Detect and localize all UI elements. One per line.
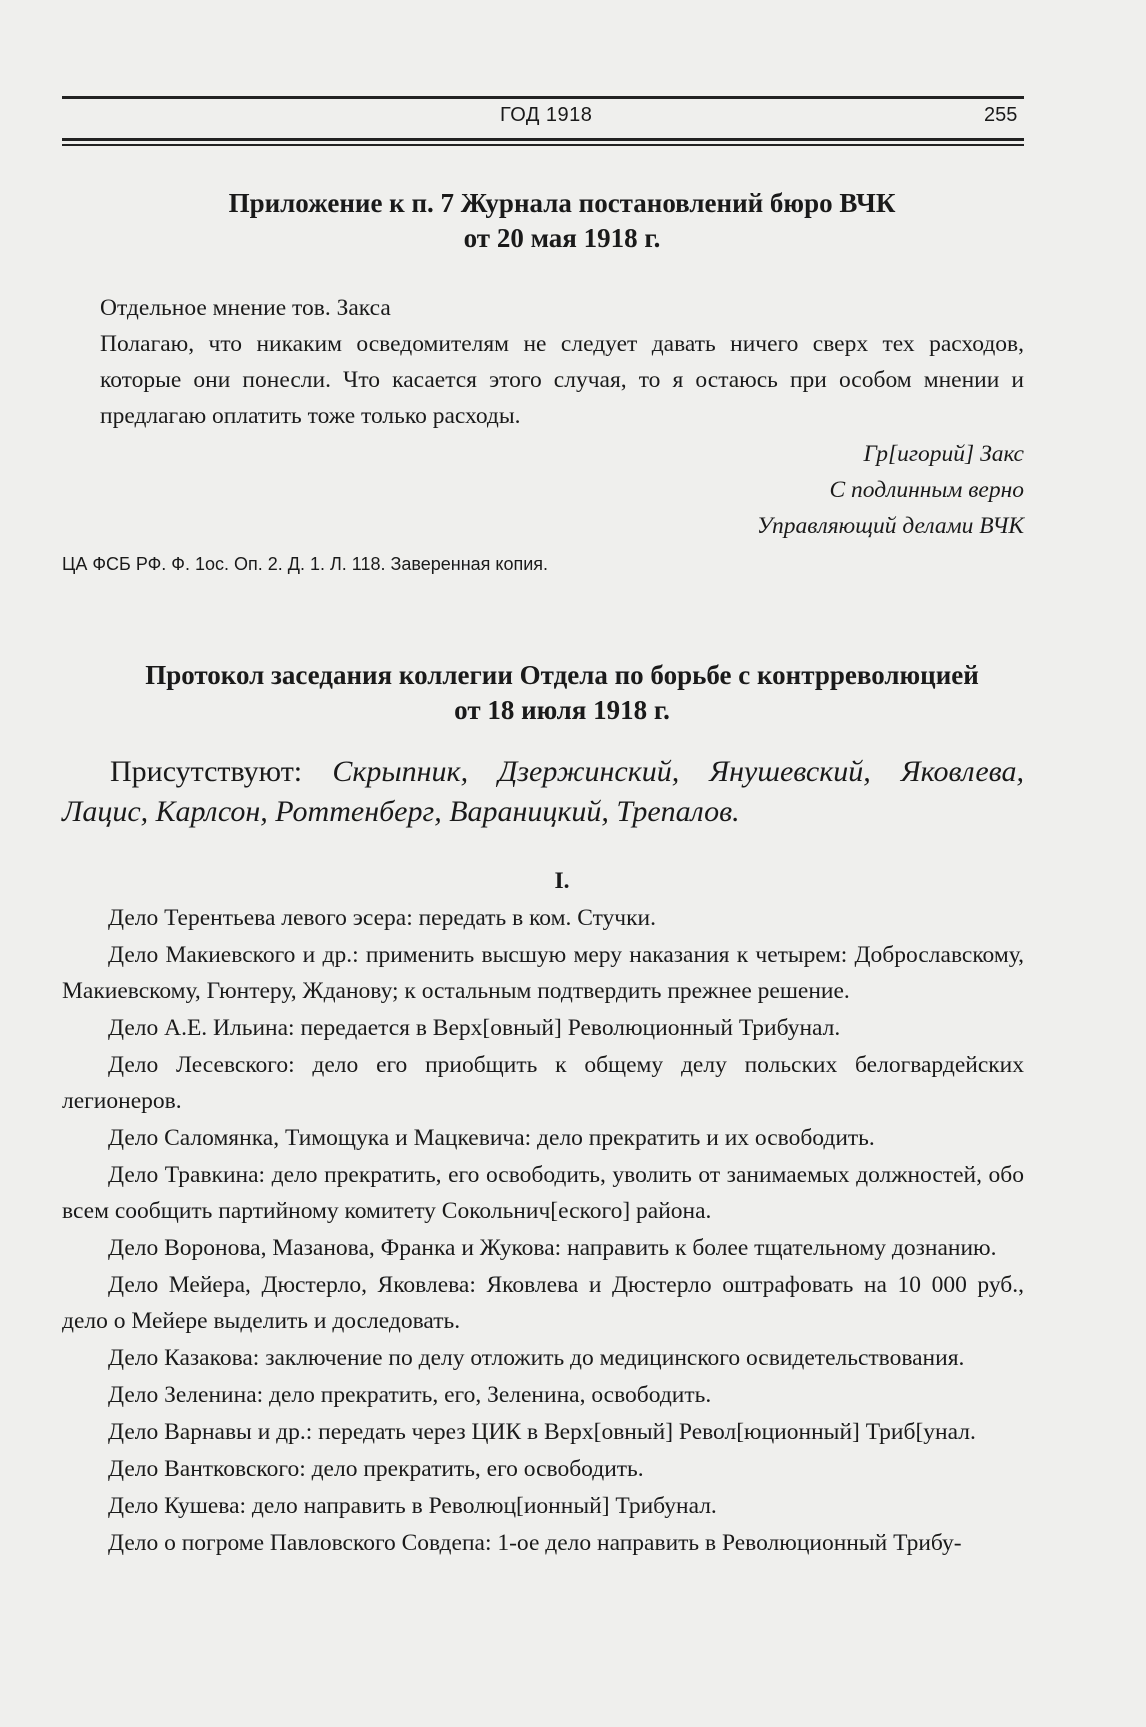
case-item: Дело Казакова: заключение по делу отложить до медицинского освидетельствования.: [108, 1345, 965, 1371]
protocol-heading-block: [100, 658, 1024, 728]
source-citation: ЦА ФСБ РФ. Ф. 1ос. Оп. 2. Д. 1. Л. 118. Заверенная копия.: [62, 554, 549, 574]
protocol-heading: Протокол заседания коллегии Отдела по борьбе с контрреволюцией: [145, 660, 979, 690]
header-rule-double: [62, 138, 1024, 141]
opinion-text: Полагаю, что никаким осведомителям не следует давать ничего сверх тех расходов, которые они понесли. Что касается этого случая, то я остаюсь при особом мнении и предлагаю оплатить тоже только расходы.: [100, 331, 1024, 429]
case-item: Дело Мейера, Дюстерло, Яковлева: Яковлева и Дюстерло оштрафовать на 10 000 руб., дело о Мейере выделить и доследовать.: [62, 1272, 1024, 1334]
case-item: Дело Варнавы и др.: передать через ЦИК в Верх[овный] Револ[юционный] Триб[унал.: [108, 1419, 976, 1445]
case-item: Дело Вантковского: дело прекратить, его освободить.: [108, 1456, 644, 1482]
case-item: Дело А.Е. Ильина: передается в Верх[овный] Революционный Трибунал.: [108, 1015, 841, 1041]
attendees-block: [62, 752, 1024, 832]
protocol-heading-date: от 18 июля 1918 г.: [454, 695, 670, 725]
archive-source: [62, 554, 986, 575]
case-item: Дело Зеленина: дело прекратить, его, Зеленина, освободить.: [108, 1382, 712, 1408]
signature: Гр[игорий] Закс: [863, 441, 1024, 467]
running-title: ГОД 1918: [500, 104, 593, 126]
case-item: Дело Травкина: дело прекратить, его освободить, уволить от занимаемых должностей, обо всем сообщить партийному комитету Сокольнич[еского] района.: [62, 1162, 1024, 1224]
manager-title: Управляющий делами ВЧК: [756, 513, 1024, 539]
opinion-block: [100, 290, 1024, 544]
certified-note: С подлинным верно: [829, 477, 1024, 503]
opinion-title: Отдельное мнение тов. Закса: [100, 295, 391, 321]
case-item: Дело Терентьева левого эсера: передать в ком. Стучки.: [108, 905, 656, 931]
case-item: Дело Воронова, Мазанова, Франка и Жукова: направить к более тщательному дознанию.: [108, 1235, 997, 1261]
case-item: Дело о погроме Павловского Совдепа: 1-ое дело направить в Революционный Трибу-: [108, 1530, 962, 1556]
section-number: I.: [554, 868, 570, 894]
case-item: Дело Саломянка, Тимощука и Мацкевича: дело прекратить и их освободить.: [108, 1125, 875, 1151]
appendix-heading: Приложение к п. 7 Журнала постановлений бюро ВЧК: [228, 188, 896, 218]
page-number: 255: [984, 104, 1018, 126]
case-item: Дело Кушева: дело направить в Революц[ионный] Трибунал.: [108, 1493, 717, 1519]
appendix-heading-date: от 20 мая 1918 г.: [463, 223, 661, 253]
case-item: Дело Макиевского и др.: применить высшую меру наказания к четырем: Доброславскому, Макиевскому, Гюнтеру, Жданову; к остальным подтвердить прежнее решение.: [62, 942, 1024, 1004]
cases-list: [62, 900, 1024, 1562]
header-rule-double: [62, 144, 1024, 146]
appendix-section: [100, 186, 1024, 256]
present-names: Скрыпник, Дзержинский, Янушевский, Яковлева, Лацис, Карлсон, Роттенберг, Вараницкий, Трепалов.: [62, 755, 1024, 828]
section-number-block: [100, 868, 1024, 895]
case-item: Дело Лесевского: дело его приобщить к общему делу польских белогвардейских легионеров.: [62, 1052, 1024, 1114]
present-label: Присутствуют:: [110, 755, 303, 788]
header-rule: [62, 96, 1024, 99]
